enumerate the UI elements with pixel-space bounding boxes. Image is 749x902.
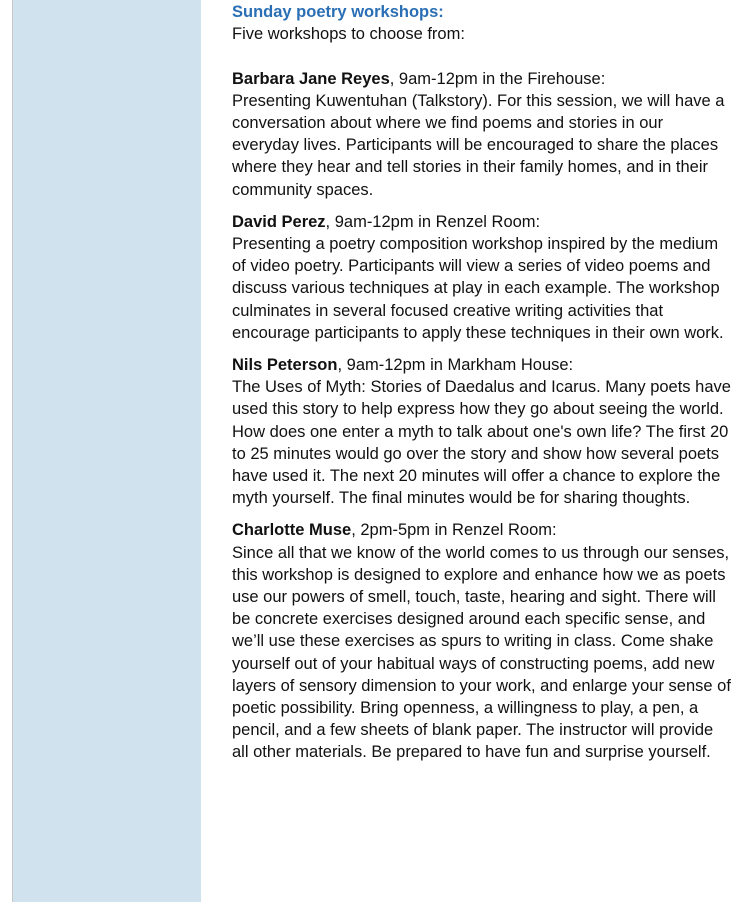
- workshop-header: [232, 519, 732, 541]
- workshop-entry-perez: [232, 211, 732, 344]
- workshop-header: [232, 211, 732, 233]
- workshop-content: [232, 1, 732, 774]
- workshop-time-location: , 9am-12pm in Markham House:: [337, 356, 574, 375]
- workshop-entry-muse: [232, 519, 732, 763]
- workshop-description: Presenting Kuwentuhan (Talkstory). For this session, we will have a conversation about where we find poems and stories in our everyday lives. Participants will be encouraged to share the places where they hear and tell stories in their family homes, and in their community spaces.: [232, 91, 725, 199]
- workshop-description: Since all that we know of the world comes to us through our senses, this workshop is designed to explore and enhance how we as poets use our powers of smell, touch, taste, hearing and sight. There will be concrete exercises designed around each specific sense, and we’ll use these exercises as spurs to writing in class. Come shake yourself out of your habitual ways of constructing poems, add new layers of sensory dimension to your work, and enlarge your sense of poetic possibility. Bring openness, a willingness to play, a pen, a pencil, and a few sheets of blank paper. The instructor will provide all other materials. Be prepared to have fun and surprise yourself.: [232, 543, 731, 762]
- instructor-name: David Perez: [232, 212, 326, 231]
- workshop-header: [232, 68, 732, 90]
- instructor-name: Barbara Jane Reyes: [232, 69, 390, 88]
- instructor-name: Nils Peterson: [232, 356, 338, 375]
- workshop-time-location: , 2pm-5pm in Renzel Room:: [351, 521, 557, 540]
- workshop-time-location: , 9am-12pm in Renzel Room:: [325, 212, 541, 231]
- workshop-entry-reyes: [232, 68, 732, 201]
- left-border: [0, 0, 13, 902]
- section-heading: Sunday poetry workshops:: [232, 3, 444, 21]
- instructor-name: Charlotte Muse: [232, 521, 352, 540]
- workshop-entry-peterson: [232, 354, 732, 509]
- sidebar-panel: [13, 0, 201, 902]
- workshop-description: Presenting a poetry composition workshop inspired by the medium of video poetry. Participants will view a series of video poems and discuss various techniques at play in each example. The workshop culminates in several focused creative writing activities that encourage participants to apply these techniques in their own work.: [232, 235, 724, 342]
- workshop-description: The Uses of Myth: Stories of Daedalus and Icarus. Many poets have used this story to help express how they go about seeing the world. How does one enter a myth to talk about one's own life? The first 20 to 25 minutes would go over the story and show how several poets have used it. The next 20 minutes will offer a chance to explore the myth yourself. The final minutes would be for sharing thoughts.: [232, 378, 731, 508]
- intro-text: Five workshops to choose from:: [232, 25, 465, 44]
- workshop-time-location: , 9am-12pm in the Firehouse:: [389, 69, 606, 88]
- workshop-header: [232, 354, 732, 376]
